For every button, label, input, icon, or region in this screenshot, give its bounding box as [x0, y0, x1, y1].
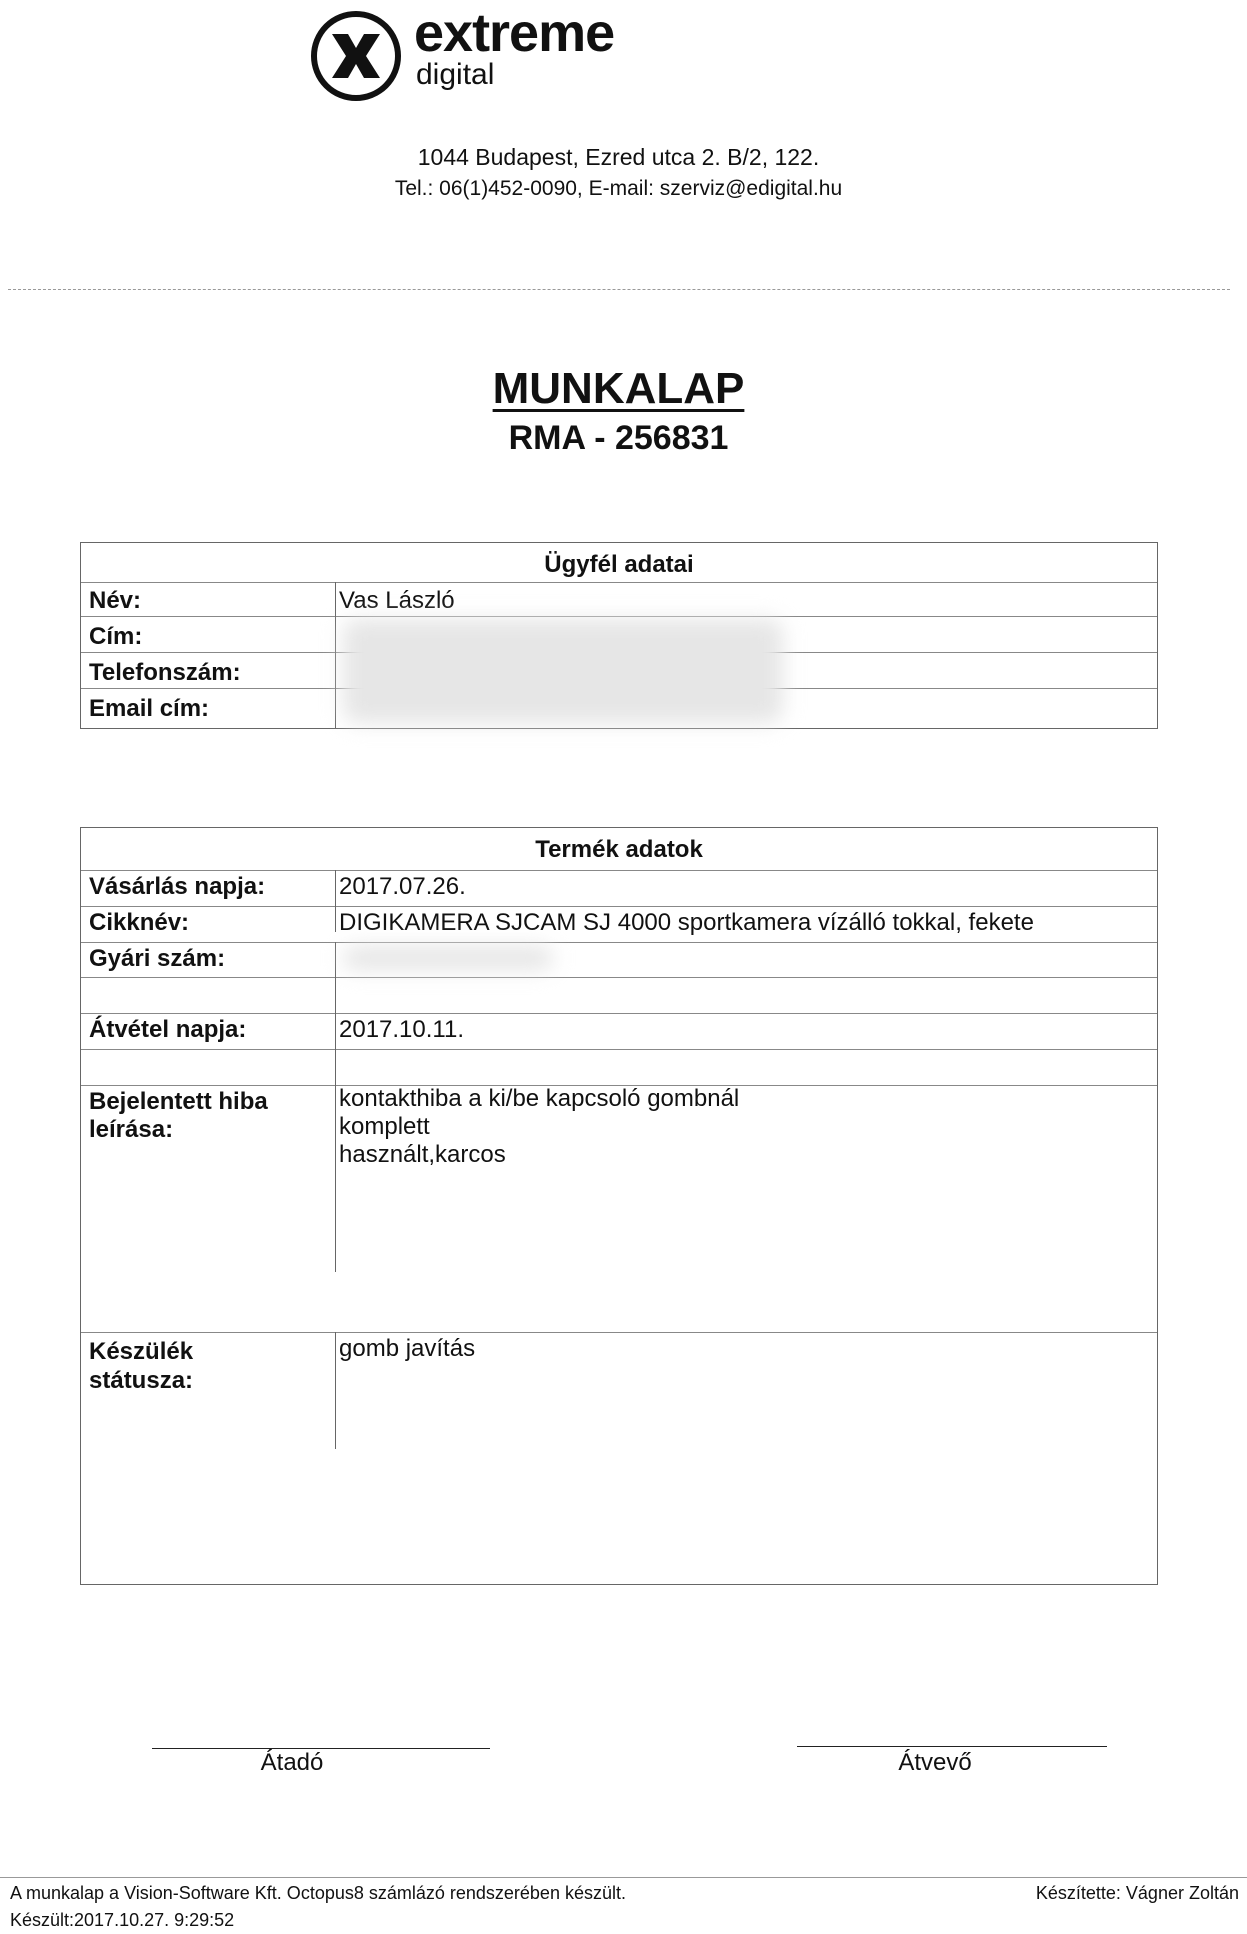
column-divider — [335, 582, 336, 729]
fault-label-line-2: leírása: — [89, 1116, 174, 1143]
column-divider — [335, 870, 336, 932]
phone-label: Telefonszám: — [89, 659, 241, 686]
customer-table — [80, 542, 1158, 729]
email-label: Email cím: — [89, 695, 210, 722]
address-label: Cím: — [89, 623, 143, 650]
company-contact: Tel.: 06(1)452-0090, E-mail: szerviz@edigital.hu — [394, 177, 843, 200]
logo-wordmark: extreme — [414, 3, 615, 63]
row-divider — [81, 906, 1157, 907]
received-date-label: Átvétel napja: — [89, 1016, 247, 1043]
software-note: A munkalap a Vision-Software Kft. Octopus8 számlázó rendszerében készült. — [10, 1883, 626, 1903]
row-divider — [81, 1332, 1157, 1333]
row-divider — [81, 616, 1157, 617]
product-heading: Termék adatok — [535, 836, 703, 863]
status-label-line-2: státusza: — [89, 1367, 194, 1394]
row-divider — [81, 870, 1157, 871]
company-address: 1044 Budapest, Ezred utca 2. B/2, 122. — [417, 144, 820, 170]
column-divider — [335, 1332, 336, 1449]
status-label-line-1: Készülék — [89, 1338, 194, 1365]
fault-label-line-1: Bejelentett hiba — [89, 1088, 268, 1115]
purchase-date-label: Vásárlás napja: — [89, 873, 266, 900]
status-value: gomb javítás — [339, 1335, 476, 1362]
serial-label: Gyári szám: — [89, 945, 226, 972]
header-divider — [8, 289, 1230, 290]
item-name-value: DIGIKAMERA SJCAM SJ 4000 sportkamera vízálló tokkal, fekete — [339, 909, 1034, 936]
author: Készítette: Vágner Zoltán — [1035, 1883, 1239, 1903]
name-value: Vas László — [339, 587, 455, 614]
logo-subword: digital — [416, 58, 495, 91]
created-at: Készült:2017.10.27. 9:29:52 — [10, 1910, 235, 1930]
rma-number: RMA - 256831 — [508, 419, 729, 457]
name-label: Név: — [89, 587, 142, 614]
receiver-label: Átvevő — [898, 1749, 972, 1776]
row-divider — [81, 977, 1157, 978]
company-logo — [310, 3, 650, 98]
fault-line-3: használt,karcos — [339, 1141, 506, 1168]
document-title-text: MUNKALAP — [492, 364, 745, 413]
redacted-customer-info — [343, 619, 783, 723]
fault-line-1: kontakthiba a ki/be kapcsoló gombnál — [339, 1085, 740, 1112]
row-divider — [81, 582, 1157, 583]
item-name-label: Cikknév: — [89, 909, 190, 936]
document-title — [0, 364, 1237, 414]
redacted-serial — [343, 946, 553, 970]
fault-line-2: komplett — [339, 1113, 430, 1140]
row-divider — [81, 1049, 1157, 1050]
customer-heading: Ügyfél adatai — [544, 551, 694, 578]
column-divider — [335, 942, 336, 1272]
giver-label: Átadó — [260, 1749, 324, 1776]
purchase-date-value: 2017.07.26. — [339, 873, 466, 900]
product-table — [80, 827, 1158, 1585]
row-divider — [81, 942, 1157, 943]
row-divider — [81, 1013, 1157, 1014]
x-logo-icon — [310, 10, 402, 102]
receiver-signature-line — [797, 1746, 1107, 1747]
footer-divider — [0, 1877, 1247, 1878]
received-date-value: 2017.10.11. — [339, 1016, 465, 1043]
